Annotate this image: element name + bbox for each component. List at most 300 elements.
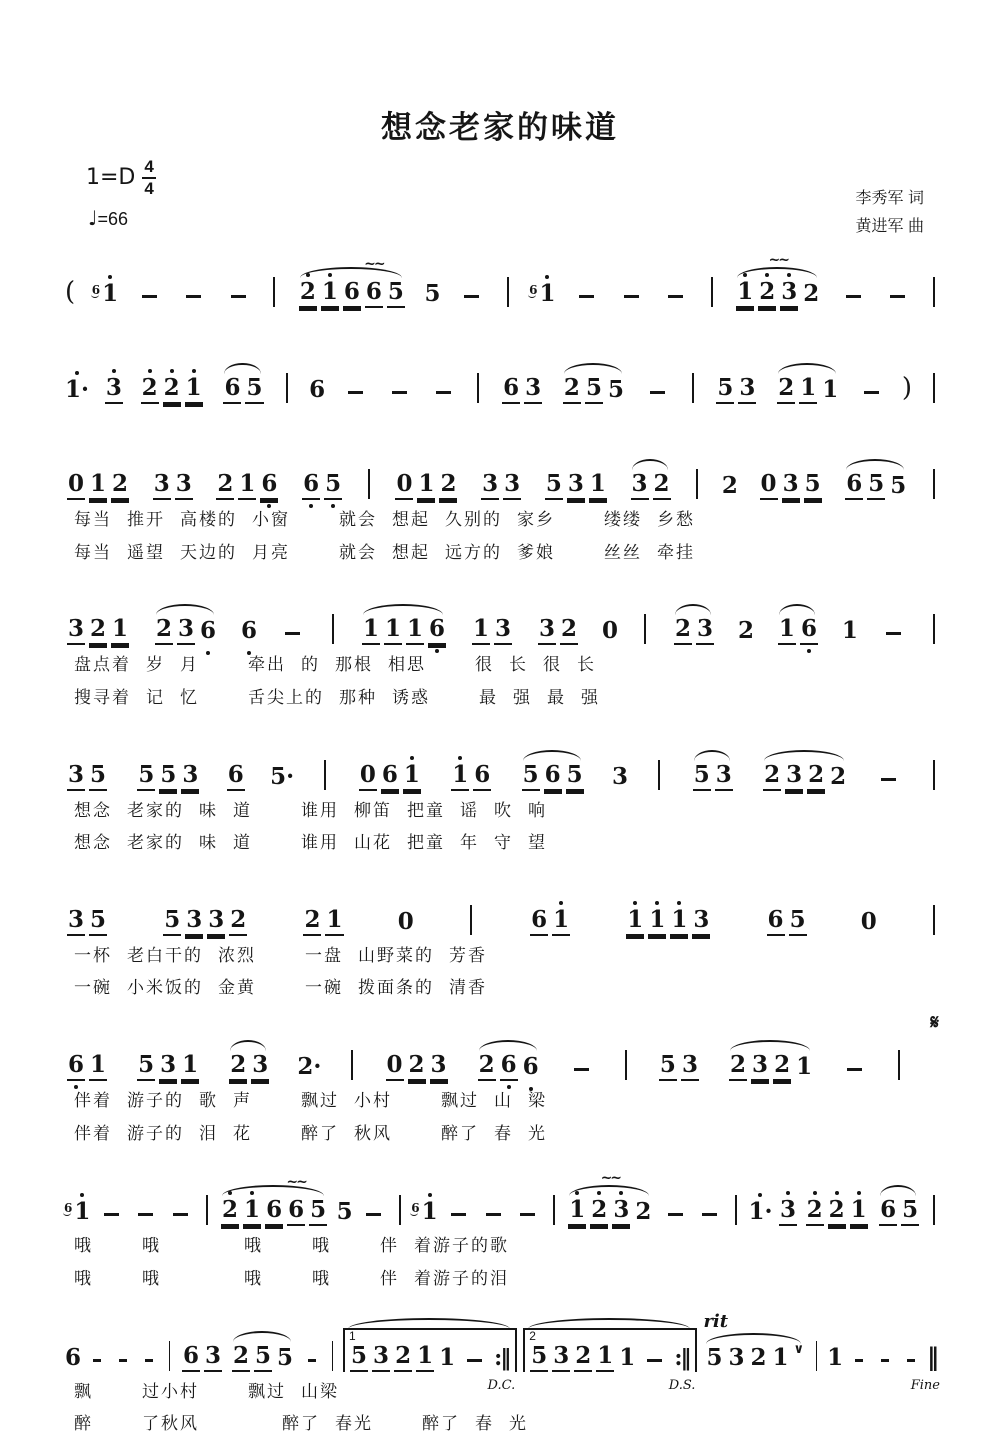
- lyric-word: 那根: [335, 655, 373, 675]
- barline: [933, 469, 935, 499]
- note-token: 1: [626, 907, 644, 936]
- note-token: 6: [381, 762, 399, 791]
- lyric-word: 最: [479, 687, 498, 707]
- note-token: 2: [807, 762, 825, 791]
- lyric-word: 盘点着: [74, 655, 131, 675]
- note-token: 3: [207, 907, 225, 936]
- note-token: 5: [324, 471, 342, 500]
- duration-dash: [138, 1213, 153, 1216]
- tempo-value: =66: [97, 209, 128, 229]
- lyric-word: 泪: [199, 1123, 218, 1143]
- lyric-word: 游子的: [127, 1123, 184, 1143]
- note-group: [479, 471, 523, 500]
- lyric-word: 就会: [339, 542, 377, 562]
- note-token: 2: [111, 471, 129, 500]
- note-group: [691, 762, 735, 791]
- duration-dash: [574, 1068, 589, 1071]
- lyric-word: 想念: [74, 800, 112, 820]
- rest-note: 0: [386, 1052, 404, 1081]
- note-token: 3: [430, 1052, 448, 1081]
- note-token: 5: [585, 375, 603, 404]
- note-token: 1: [841, 617, 858, 645]
- score-body: [0, 238, 1000, 1437]
- lyric-word: 记: [146, 687, 165, 707]
- note-token: 6: [241, 617, 258, 645]
- note-token: 1: [185, 375, 203, 404]
- lyric-word: 小窗: [252, 510, 290, 529]
- lyric-word: 飘过: [248, 1381, 286, 1401]
- duration-dash: [668, 295, 683, 298]
- rest-note: 0: [395, 471, 413, 500]
- note-token: 1: [321, 279, 339, 308]
- note-token: 3: [185, 907, 203, 936]
- duration-dash: [104, 1213, 119, 1216]
- duration-dash: [186, 295, 201, 298]
- note-token: 5: [89, 762, 107, 791]
- note-token: 2: [773, 1052, 791, 1081]
- note-token: 2: [560, 616, 578, 645]
- note-token: 5: [159, 762, 177, 791]
- lyric-line: [74, 1412, 942, 1437]
- note-token: 6: [200, 617, 217, 645]
- note-token: 1: [89, 1052, 107, 1081]
- note-token: 2: [299, 279, 317, 308]
- duration-dash: [392, 391, 407, 394]
- note-token: 6: [800, 616, 818, 645]
- barline: [625, 1050, 627, 1080]
- lyric-word: 高楼的: [180, 510, 237, 529]
- rest-note: 0: [760, 471, 778, 500]
- lyric-word: 山梁: [301, 1381, 339, 1401]
- lyric-word: 长: [577, 655, 596, 675]
- music-system: [62, 430, 942, 565]
- note-token: 2: [674, 616, 692, 645]
- note-token: 1: [181, 1052, 199, 1081]
- grace-note: 6: [91, 283, 101, 297]
- note-token: 6: [879, 1197, 897, 1226]
- lyric-word: 山花: [354, 833, 392, 853]
- note-token: 1: [827, 1343, 844, 1371]
- lyric-word: 月: [180, 655, 199, 675]
- lyric-word: 味: [199, 800, 218, 820]
- note-token: 2: [758, 279, 776, 308]
- lyric-word: 柳笛: [354, 800, 392, 820]
- note-token: 5: [387, 279, 405, 308]
- duration-dash: [436, 391, 451, 394]
- lyric-word: 岁: [146, 655, 165, 675]
- lyric-word: 春: [475, 1414, 494, 1434]
- lyric-word: 老家的: [127, 800, 184, 820]
- duration-dash: [119, 1359, 127, 1362]
- note-group: [500, 375, 544, 404]
- music-system: [62, 866, 942, 1001]
- lyric-word: 游子的: [127, 1091, 184, 1111]
- lyric-word: 金黄: [218, 978, 256, 998]
- grace-note: 6: [64, 1201, 73, 1216]
- note-token: 3: [780, 279, 798, 308]
- lyric-word: 乡愁: [657, 510, 695, 529]
- note-token: 2: [563, 375, 581, 404]
- lyric-word: 相思: [388, 655, 426, 675]
- lyric-word: 着游子的歌: [414, 1236, 509, 1256]
- note-token: 5: [309, 1197, 327, 1226]
- note-group: [877, 1197, 921, 1226]
- lyric-word: 歌: [199, 1091, 218, 1111]
- note-token: 6: [309, 376, 326, 403]
- note-token: 1: [238, 471, 256, 500]
- barline: [933, 373, 935, 403]
- note-group: [161, 907, 249, 936]
- note-token: 1: [406, 616, 424, 645]
- lyricist-credit: 李秀军 词: [855, 190, 924, 207]
- score-header: [0, 0, 1000, 238]
- note-group: [629, 471, 673, 500]
- lyric-word: 推开: [127, 510, 165, 529]
- note-group: [843, 471, 909, 500]
- lyric-word: 道: [233, 800, 252, 820]
- note-token: 1: [111, 616, 129, 645]
- note-token: 3: [681, 1052, 699, 1081]
- note-group: [765, 907, 809, 936]
- note-group: [384, 1052, 450, 1081]
- barline: [933, 760, 935, 790]
- lyric-word: 响: [528, 800, 547, 820]
- volta-number: 1: [349, 1328, 356, 1343]
- note-token: 6: [544, 762, 562, 791]
- note-token: 3: [552, 1343, 570, 1372]
- rest-note: 0: [397, 907, 414, 935]
- note-group: [761, 762, 849, 791]
- note-token: 2: [394, 1343, 412, 1372]
- note-token: 1: [596, 1343, 614, 1372]
- note-token: 3: [524, 375, 542, 404]
- lyric-word: 家乡: [517, 510, 555, 529]
- rest-note: 0: [860, 907, 877, 935]
- note-token: 6: [182, 1343, 200, 1372]
- note-group: [449, 762, 493, 791]
- note-token: 3: [181, 762, 199, 791]
- note-token: 5: [350, 1343, 368, 1372]
- note-token: 6 ~~: [365, 279, 383, 308]
- lyric-word: 醉: [74, 1414, 93, 1434]
- note-token: 5: [245, 375, 263, 404]
- note-token: 5: [867, 471, 885, 500]
- music-system: [62, 1011, 942, 1146]
- note-group: [65, 471, 131, 500]
- rest-note: 0: [67, 471, 85, 500]
- note-group: [221, 375, 265, 404]
- lyric-word: 伴着: [74, 1123, 112, 1143]
- note-token: 6 1: [411, 1198, 438, 1226]
- notation-row: [62, 741, 942, 791]
- note-token: 3: [692, 907, 710, 936]
- note-token: 1: [648, 907, 666, 936]
- note-token: 5: [522, 762, 540, 791]
- note-group: [65, 907, 109, 936]
- barline: [206, 1195, 208, 1225]
- lyric-word: 天边的: [180, 542, 237, 562]
- note-token: 1: [619, 1343, 636, 1371]
- note-token: 2: [439, 471, 457, 500]
- duration-dash: [847, 1068, 862, 1071]
- note-token: 1: [772, 1343, 789, 1371]
- note-token: 3: [494, 616, 512, 645]
- lyric-word: 每当: [74, 542, 112, 562]
- note-token: 1: [778, 616, 796, 645]
- barline: [470, 905, 472, 935]
- composer-credit: 黄进军 曲: [855, 218, 924, 235]
- note-token: 6: [223, 375, 241, 404]
- lyric-word: 丝丝: [604, 542, 642, 562]
- duration-dash: [907, 1359, 915, 1362]
- lyric-word: 忆: [180, 687, 199, 707]
- repeat-direction-label: D.C.: [487, 1377, 516, 1393]
- lyric-word: 很: [475, 655, 494, 675]
- lyric-word: 浓烈: [218, 945, 256, 965]
- parenthesis: ): [901, 373, 912, 403]
- note-token: 5: [706, 1343, 723, 1371]
- volta-bracket: [343, 1328, 517, 1393]
- lyric-word: 拨面条的: [358, 978, 434, 998]
- duration-dash: [668, 1213, 683, 1216]
- repeat-direction-label: D.S.: [668, 1377, 696, 1393]
- note-token: 5: [89, 907, 107, 936]
- music-system: [62, 1156, 942, 1291]
- barline: [816, 1341, 817, 1371]
- time-signature-numerator: 4: [142, 158, 155, 179]
- note-token: 3: [67, 616, 85, 645]
- note-token: 1: [850, 1197, 868, 1226]
- note-token: 3: [204, 1343, 222, 1372]
- rest-note: 0: [359, 762, 377, 791]
- duration-dash: [231, 295, 246, 298]
- mordent-mark-icon: ~~: [600, 1170, 621, 1187]
- note-token: 6: [260, 471, 278, 500]
- barline: [477, 373, 479, 403]
- note-token: 3: [503, 471, 521, 500]
- time-signature: [142, 158, 155, 198]
- lyric-line: [74, 686, 942, 711]
- lyric-line: [74, 508, 942, 533]
- lyric-word: 哦: [312, 1236, 331, 1256]
- lyric-word: 就会: [339, 510, 377, 529]
- note-token: 6: [500, 1052, 518, 1081]
- duration-dash: [348, 391, 363, 394]
- note-group: [776, 616, 820, 645]
- note-group: [227, 1052, 271, 1081]
- lyric-word: 久别的: [445, 510, 502, 529]
- rest-note: 0: [601, 617, 618, 645]
- note-group: [672, 616, 716, 645]
- notation-row: [62, 595, 942, 645]
- lyric-word: 飘过: [441, 1091, 479, 1111]
- lyric-word: 想念: [74, 833, 112, 853]
- barline: [169, 1341, 170, 1371]
- segno-icon: 𝄋: [930, 1010, 939, 1035]
- note-group: [214, 471, 280, 500]
- volta-number: 2: [529, 1328, 536, 1343]
- lyric-word: 一盘: [305, 945, 343, 965]
- lyric-word: 牵出: [248, 655, 286, 675]
- note-group: [624, 907, 712, 936]
- duration-dash: [881, 1359, 889, 1362]
- duration-dash: [579, 295, 594, 298]
- lyric-word: 谣: [460, 800, 479, 820]
- time-signature-denominator: 4: [144, 178, 154, 198]
- note-token: 1: [552, 907, 570, 936]
- lyric-line: [74, 1122, 942, 1147]
- note-group: [703, 1310, 806, 1372]
- music-system: [62, 238, 942, 308]
- lyric-word: 哦: [74, 1269, 93, 1289]
- duration-dash: [464, 295, 479, 298]
- music-system: [62, 334, 942, 404]
- note-group: [536, 616, 580, 645]
- note-group: [360, 616, 448, 645]
- barline: [273, 277, 275, 307]
- barline: [711, 277, 713, 307]
- note-token: 2: [408, 1052, 426, 1081]
- lyric-word: 小米饭的: [127, 978, 203, 998]
- note-token: 6: [265, 1197, 283, 1226]
- note-token: 2: [777, 375, 795, 404]
- lyric-line: [74, 1089, 942, 1114]
- note-group: [734, 252, 822, 308]
- note-token: 5: [789, 907, 807, 936]
- barline: [351, 1050, 353, 1080]
- barline: [368, 469, 370, 499]
- note-group: [153, 616, 219, 645]
- lyric-word: 吹: [494, 800, 513, 820]
- parenthesis: (: [65, 277, 76, 307]
- note-group: [470, 616, 514, 645]
- barline: [933, 905, 935, 935]
- note-token: 6: [343, 279, 361, 308]
- song-title: 想念老家的味道: [381, 110, 619, 145]
- barline: [324, 760, 326, 790]
- lyric-word: 哦: [312, 1269, 331, 1289]
- lyric-word: 把童: [407, 800, 445, 820]
- note-token: 2: [163, 375, 181, 404]
- note-token: 6: [428, 616, 446, 645]
- duration-dash: [93, 1359, 101, 1362]
- note-token: 2: [478, 1052, 496, 1081]
- barline: [332, 614, 334, 644]
- note-token: 3: [785, 762, 803, 791]
- lyric-word: 那种: [339, 687, 377, 707]
- note-token: 2: [141, 375, 159, 404]
- duration-dash: [846, 295, 861, 298]
- note-token: 5: [163, 907, 181, 936]
- rit-marking: rit: [703, 1310, 729, 1332]
- lyric-word: 想起: [392, 542, 430, 562]
- lyric-word: 伴: [380, 1269, 399, 1289]
- lyric-word: 过小村: [142, 1381, 199, 1401]
- duration-dash: [308, 1359, 316, 1362]
- lyric-word: 飘过: [301, 1091, 339, 1111]
- note-token: 5: [566, 762, 584, 791]
- lyric-word: 守: [494, 833, 513, 853]
- note-group: [543, 471, 609, 500]
- duration-dash: [173, 1213, 188, 1216]
- note-token: 3: [782, 471, 800, 500]
- lyric-word: 道: [233, 833, 252, 853]
- note-token: 5: [890, 472, 907, 499]
- lyric-word: 把童: [407, 833, 445, 853]
- note-token: 2: [89, 616, 107, 645]
- note-token: 1: [822, 376, 839, 403]
- note-token: 2: [828, 1197, 846, 1226]
- note-token: 1: [362, 616, 380, 645]
- lyric-word: 哦: [74, 1236, 93, 1256]
- lyric-word: 诱惑: [392, 687, 430, 707]
- note-token: 3: [251, 1052, 269, 1081]
- note-token: 1·: [748, 1198, 773, 1226]
- note-token: 3: [696, 616, 714, 645]
- note-token: 3: [738, 375, 756, 404]
- note-token: 6 ~~: [287, 1197, 305, 1226]
- lyric-word: 年: [460, 833, 479, 853]
- note-token: 6: [65, 1343, 82, 1371]
- volta-bracket: [523, 1328, 697, 1393]
- barline: [898, 1050, 900, 1080]
- key-signature: 1=D: [86, 165, 136, 191]
- note-group: [561, 375, 627, 404]
- notation-row: [62, 1170, 942, 1226]
- quarter-note-icon: ♩: [88, 206, 98, 230]
- lyric-line: [74, 944, 942, 969]
- note-token: 2: [229, 1052, 247, 1081]
- mordent-mark-icon: ~~: [364, 256, 384, 272]
- note-token: 1: [451, 762, 469, 791]
- note-token: 5: [254, 1343, 272, 1372]
- note-token: 2·: [297, 1053, 322, 1081]
- note-token: 1·: [65, 376, 90, 403]
- note-token: 2: [653, 471, 671, 500]
- note-token: 3: [631, 471, 649, 500]
- note-token: 3: [538, 616, 556, 645]
- note-token: 5: [659, 1052, 677, 1081]
- lyric-word: 月亮: [252, 542, 290, 562]
- note-group: [65, 616, 131, 645]
- lyric-word: 醉了: [422, 1414, 460, 1434]
- note-group: [300, 471, 344, 500]
- lyric-word: 想起: [392, 510, 430, 529]
- note-group: [476, 1052, 542, 1081]
- mordent-mark-icon: ~~: [286, 1174, 306, 1191]
- note-token: 2: [303, 907, 321, 936]
- lyric-word: 谁用: [301, 833, 339, 853]
- lyric-word: 春: [494, 1123, 513, 1143]
- music-system: [62, 721, 942, 856]
- duration-dash: [145, 1359, 153, 1362]
- note-token: 3: [67, 907, 85, 936]
- note-token: 1: [417, 471, 435, 500]
- note-group: [714, 375, 758, 404]
- note-token: 1: [89, 471, 107, 500]
- note-token: 6: [767, 907, 785, 936]
- note-token: 2: [737, 617, 754, 645]
- note-token: 6: [302, 471, 320, 500]
- lyric-word: 的: [301, 655, 320, 675]
- duration-dash: [285, 632, 300, 635]
- note-group: [135, 1052, 201, 1081]
- note-token: 1: [670, 907, 688, 936]
- lyric-word: 哦: [142, 1236, 161, 1256]
- note-token: 3: [779, 1197, 797, 1226]
- note-token: 3: [67, 762, 85, 791]
- lyric-word: 味: [199, 833, 218, 853]
